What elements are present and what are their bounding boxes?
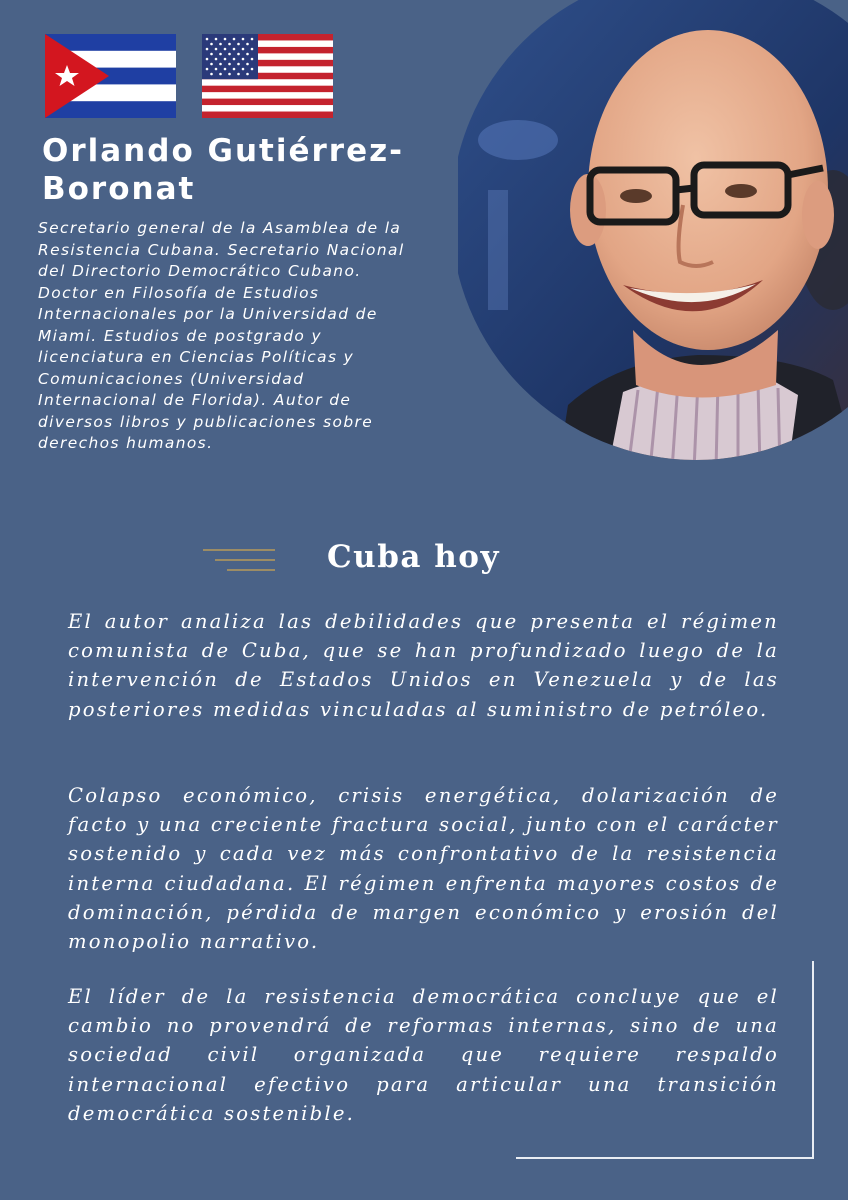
paragraph: Colapso económico, crisis energética, dolarización de facto y una creciente fractura social, junto con el carácter sostenido y cada vez más confrontativo de la resistencia interna ciudadana. El régimen enfrenta mayores costos de dominación, pérdida de margen económico y erosión del monopolio narrativo. xyxy=(68,784,779,954)
frame-border-horizontal xyxy=(516,1157,814,1159)
paragraph: El líder de la resistencia democrática concluye que el cambio no provendrá de reformas internas, sino de una sociedad civil organizada que requiere respaldo internacional efectivo para articular una transición democrática sostenible. xyxy=(68,985,779,1125)
cuba-flag-icon xyxy=(45,34,176,118)
lines-decoration-icon xyxy=(203,546,275,576)
person-name: Orlando Gutiérrez-Boronat xyxy=(42,133,405,207)
usa-flag-icon xyxy=(202,34,333,118)
person-bio: Secretario general de la Asamblea de la Resistencia Cubana. Secretario Nacional del Directorio Democrático Cubano. Doctor en Filosofía de Estudios Internacionales por la Universidad de Miami. Estudios de postgrado y licenciatura en Ciencias Políticas y Comunicaciones (Universidad Internacional de Florida). Autor de diversos libros y publicaciones sobre derechos humanos. xyxy=(38,219,405,452)
frame-border-vertical xyxy=(812,961,814,1159)
section-title: Cuba hoy xyxy=(327,539,500,575)
portrait-photo xyxy=(458,0,848,470)
paragraph: El autor analiza las debilidades que presenta el régimen comunista de Cuba, que se han profundizado luego de la intervención de Estados Unidos en Venezuela y de las posteriores medidas vinculadas al suministro de petróleo. xyxy=(68,610,779,721)
